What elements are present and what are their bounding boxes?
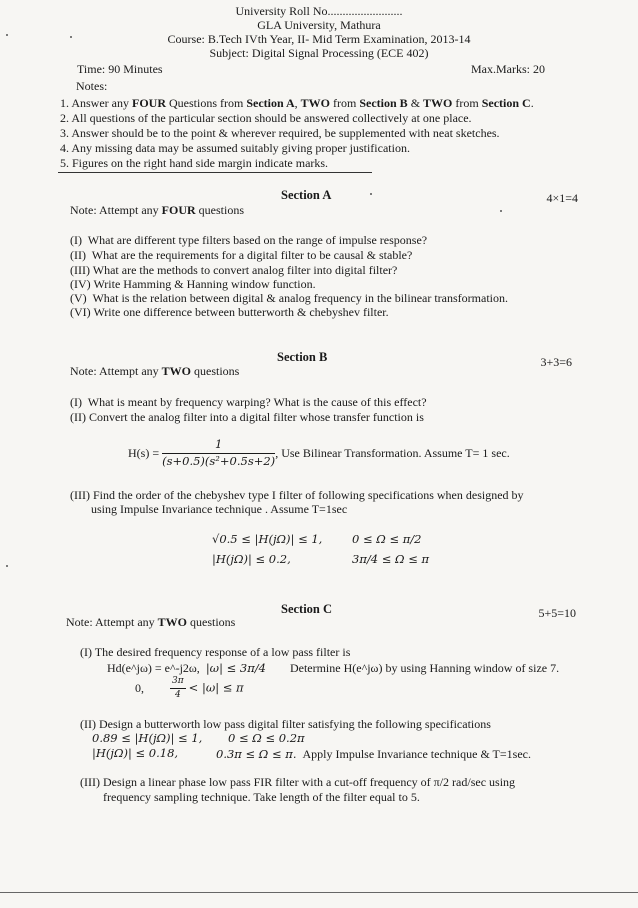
fraction-numerator: 3π: [170, 676, 186, 689]
transfer-function-fraction: [162, 438, 275, 469]
question-number: (III): [70, 488, 90, 502]
scan-speck: [370, 193, 372, 195]
chebyshev-spec-2-magnitude: |H(jΩ)| ≤ 0.2,: [212, 552, 291, 566]
note-bold: Section A: [246, 96, 295, 110]
note-text: questions: [191, 364, 240, 378]
question-number: (IV): [70, 277, 91, 291]
scan-speck: [6, 34, 8, 36]
section-b-question-3-continued: using Impulse Invariance technique . Assume T=1sec: [91, 502, 348, 516]
note-text: from: [452, 96, 482, 110]
section-b-marks: 3+3=6: [540, 355, 572, 369]
note-text: Note: Attempt any: [70, 364, 162, 378]
note-item-1: [60, 96, 534, 110]
section-a-question-5: [70, 291, 508, 305]
note-bold: FOUR: [161, 203, 196, 217]
note-text: Any missing data may be assumed suitably giving proper justification.: [71, 141, 410, 155]
section-b-title: Section B: [277, 350, 328, 364]
section-a-question-4: [70, 277, 316, 291]
note-number: 4.: [60, 141, 69, 155]
note-bold: FOUR: [132, 96, 166, 110]
note-bold: Section B: [359, 96, 408, 110]
roll-number-line: University Roll No.........................: [235, 4, 403, 18]
question-text: What are the requirements for a digital filter to be causal & stable?: [91, 248, 413, 262]
question-text: Write Hamming & Hanning window function.: [93, 277, 316, 291]
question-number: (II): [80, 717, 96, 731]
question-text: Design a butterworth low pass digital filter satisfying the following specifications: [98, 717, 491, 731]
chebyshev-spec-2-range: 3π/4 ≤ Ω ≤ π: [352, 552, 430, 566]
question-number: (II): [70, 410, 86, 424]
question-number: (I): [70, 395, 82, 409]
note-bold: TWO: [161, 364, 191, 378]
fraction-numerator: 1: [162, 438, 275, 454]
scan-speck: [70, 36, 72, 38]
note-item-4: [60, 141, 410, 155]
note-text: ,: [294, 96, 301, 110]
note-text: Answer any: [71, 96, 132, 110]
note-bold: TWO: [423, 96, 453, 110]
section-b-question-3: [70, 488, 524, 502]
desired-response-label: Hd(e^jω) = e^-j2ω,: [107, 661, 200, 675]
note-text: questions: [195, 203, 244, 217]
desired-response-instruction: Determine H(e^jω) by using Hanning window of size 7.: [289, 661, 560, 675]
note-text: Questions from: [166, 96, 247, 110]
note-bold: TWO: [157, 615, 187, 629]
note-number: 1.: [60, 96, 69, 110]
section-c-question-3: [80, 775, 515, 789]
chebyshev-spec-1-range: 0 ≤ Ω ≤ π/2: [352, 532, 422, 546]
butterworth-spec-2-magnitude: |H(jΩ)| ≤ 0.18,: [92, 746, 179, 760]
chebyshev-spec-1-magnitude: √0.5 ≤ |H(jΩ)| ≤ 1,: [212, 532, 323, 546]
section-c-note: [66, 615, 235, 629]
note-item-3: [60, 126, 500, 140]
note-number: 2.: [60, 111, 69, 125]
note-item-2: [60, 111, 472, 125]
section-a-question-1: [70, 233, 427, 247]
question-text: The desired frequency response of a low pass filter is: [94, 645, 351, 659]
note-bold: TWO: [300, 96, 331, 110]
subject-line: Subject: Digital Signal Processing (ECE 402): [209, 46, 429, 60]
section-a-question-2: [70, 248, 412, 262]
note-item-5: [60, 156, 328, 170]
exam-time: Time: 90 Minutes: [77, 62, 163, 76]
section-a-question-6: [70, 305, 389, 319]
note-text: Note: Attempt any: [70, 203, 162, 217]
question-text: Write one difference between butterworth & chebyshev filter.: [93, 305, 389, 319]
question-text: Find the order of the chebyshev type I filter of following specifications when designed by: [92, 488, 524, 502]
desired-response-line-2: [135, 676, 244, 701]
section-c-title: Section C: [281, 602, 333, 616]
butterworth-spec-1-magnitude: 0.89 ≤ |H(jΩ)| ≤ 1,: [92, 731, 203, 745]
question-number: (II): [70, 248, 86, 262]
question-number: (III): [80, 775, 100, 789]
university-name: GLA University, Mathura: [257, 18, 381, 32]
question-text: Design a linear phase low pass FIR filter with a cut-off frequency of π/2 rad/sec using: [102, 775, 516, 789]
equation-comma: ,: [275, 446, 279, 461]
scan-speck: [500, 210, 502, 212]
butterworth-spec-1-range: 0 ≤ Ω ≤ 0.2π: [228, 731, 305, 745]
question-number: (VI): [70, 305, 91, 319]
note-bold: Section C: [481, 96, 531, 110]
section-a-question-3: [70, 263, 397, 277]
section-b-question-1: [70, 395, 427, 409]
stopband-fraction: [170, 676, 186, 701]
note-text: Answer should be to the point & wherever required, be supplemented with neat sketches.: [71, 126, 500, 140]
question-number: (I): [70, 233, 82, 247]
passband-condition: |ω| ≤ 3π/4: [205, 661, 266, 675]
section-a-title: Section A: [281, 188, 332, 202]
fraction-denominator: 4: [174, 689, 181, 700]
note-text: All questions of the particular section should be answered collectively at one place.: [71, 111, 472, 125]
question-text: What is the relation between digital & analog frequency in the bilinear transformation.: [92, 291, 508, 305]
notes-heading: Notes:: [76, 79, 108, 93]
scan-speck: [6, 565, 8, 567]
section-c-question-1: [80, 645, 350, 659]
question-number: (I): [80, 645, 92, 659]
note-text: .: [530, 96, 534, 110]
butterworth-spec-2-range: 0.3π ≤ Ω ≤ π.: [216, 747, 297, 761]
note-text: questions: [187, 615, 236, 629]
note-text: Note: Attempt any: [66, 615, 158, 629]
fraction-denominator: (s+0.5)(s²+0.5s+2): [162, 453, 276, 468]
question-text: What is meant by frequency warping? What is the cause of this effect?: [87, 395, 427, 409]
butterworth-instruction: Apply Impulse Invariance technique & T=1sec.: [302, 747, 531, 761]
stopband-value: 0,: [135, 681, 144, 696]
notes-underline: [58, 172, 372, 173]
transfer-function-equation: [128, 438, 510, 469]
question-number: (V): [70, 291, 87, 305]
equation-instruction: Use Bilinear Transformation. Assume T= 1 sec.: [281, 446, 510, 461]
course-line: Course: B.Tech IVth Year, II- Mid Term Examination, 2013-14: [167, 32, 471, 46]
note-text: Figures on the right hand side margin indicate marks.: [72, 156, 329, 170]
question-text: What are different type filters based on the range of impulse response?: [87, 233, 428, 247]
section-b-note: [70, 364, 239, 378]
note-number: 3.: [60, 126, 69, 140]
note-number: 5.: [60, 156, 69, 170]
stopband-condition: < |ω| ≤ π: [188, 680, 244, 695]
section-c-question-3-continued: frequency sampling technique. Take length of the filter equal to 5.: [103, 790, 420, 804]
section-a-marks: 4×1=4: [546, 191, 578, 205]
question-number: (III): [70, 263, 90, 277]
question-text: What are the methods to convert analog filter into digital filter?: [92, 263, 398, 277]
max-marks: Max.Marks: 20: [471, 62, 545, 76]
question-text: Convert the analog filter into a digital filter whose transfer function is: [88, 410, 424, 424]
note-text: from: [330, 96, 360, 110]
equation-label: H(s) =: [128, 446, 160, 461]
section-a-note: [70, 203, 244, 217]
note-text: &: [407, 96, 424, 110]
section-c-marks: 5+5=10: [538, 606, 576, 620]
desired-response-line-1: [107, 661, 559, 676]
section-b-question-2: [70, 410, 424, 424]
page-bottom-edge: [0, 892, 638, 893]
section-c-question-2: [80, 717, 491, 731]
butterworth-spec-2-line: [216, 747, 531, 762]
